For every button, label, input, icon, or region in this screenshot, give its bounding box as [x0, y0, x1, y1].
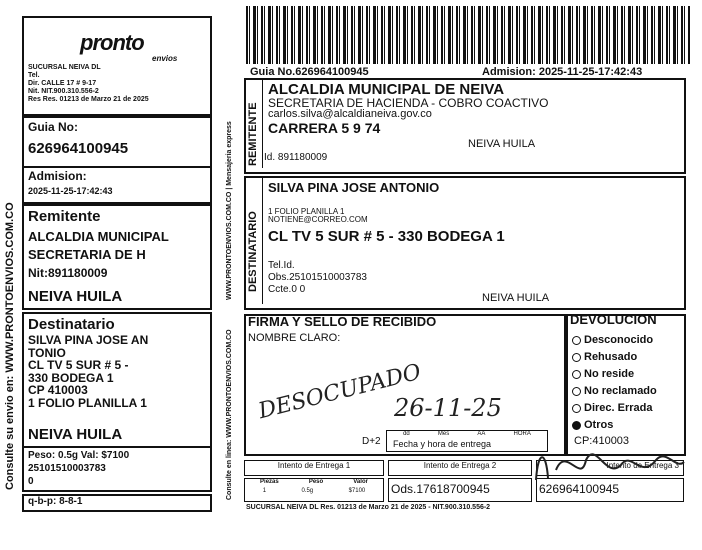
peso-line: Peso: 0.5g Val: $7100 [28, 450, 130, 461]
guia-bottom: 626964100945 [539, 482, 620, 496]
footer-text: SUCURSAL NEIVA DL Res. 01213 de Marzo 21 de 2025 - NIT.900.310.556-2 [246, 504, 491, 511]
radio-icon [572, 387, 581, 396]
fecha-label: Fecha y hora de entrega [393, 439, 492, 449]
code-line: 25101510003783 [28, 463, 106, 474]
side-url-text: Consulte su envio en: WWW.PRONTOENVIOS.COM.CO [4, 202, 16, 490]
devolucion-option[interactable]: Rehusado [572, 349, 657, 366]
remitente-info: ALCALDIA MUNICIPAL SECRETARIA DE H Nit:891180009 [28, 229, 169, 280]
fecha-box: dd Mes AA HORA Fecha y hora de entrega [386, 430, 548, 452]
firma-title: FIRMA Y SELLO DE RECIBIDO [248, 314, 437, 329]
ods-line: Ods.17618700945 [391, 482, 490, 496]
right-remitente-id: Id. 891180009 [264, 152, 328, 163]
handwritten-desocupado: DESOCUPADO [256, 359, 424, 425]
devolucion-option[interactable]: Otros [572, 417, 657, 434]
destinatario-city: NEIVA HUILA [28, 426, 123, 443]
sender-header-box [22, 16, 212, 116]
devolucion-option[interactable]: No reside [572, 366, 657, 383]
admision-box [22, 166, 212, 204]
remitente-vertical-label: REMITENTE [247, 102, 259, 166]
radio-icon [572, 336, 581, 345]
qbp-line: q-b-p: 8-8-1 [28, 496, 83, 507]
guia-label: Guia No: [28, 120, 78, 134]
piezas-box: Piezas Peso Valor 1 0.5g $7100 [244, 478, 384, 502]
barcode [246, 6, 690, 64]
intento-2-box: Intento de Entrega 2 [388, 460, 532, 476]
guia-box [22, 116, 212, 168]
handwritten-date: 26-11-25 [394, 394, 502, 422]
ods-box [388, 478, 532, 502]
devolucion-options [572, 332, 657, 434]
sucursal-info: SUCURSAL NEIVA DL Tel. Dir. CALLE 17 # 9-17 Nit. NIT.900.310.556-2 Res Res. 01213 de Marzo 21 de 2025 [28, 64, 149, 103]
inner-side-text-2: Consulte en linea: WWW.PRONTOENVIOS.COM.CO [226, 329, 233, 500]
devolucion-cp: CP:410003 [574, 435, 630, 447]
devolucion-option[interactable]: Desconocido [572, 332, 657, 349]
right-remitente-info: ALCALDIA MUNICIPAL DE NEIVA SECRETARIA DE HACIENDA - COBRO COACTIVO carlos.silva@alcaldianeiva.gov.co CARRERA 5 9 74 [268, 81, 549, 136]
signature-scribble [526, 440, 686, 490]
intento-3-box: Intento de Entrega 3 [536, 460, 684, 476]
right-destinatario-address: CL TV 5 SUR # 5 - 330 BODEGA 1 [268, 228, 505, 245]
remitente-box [22, 204, 212, 310]
intento-1-box: Intento de Entrega 1 [244, 460, 384, 476]
qbp-box [22, 494, 212, 512]
pronto-logo: pronto [80, 30, 144, 55]
destinatario-label: Destinatario [28, 316, 115, 333]
admision-header: Admision: 2025-11-25-17:42:43 [482, 66, 643, 78]
right-destinatario-small: 1 FOLIO PLANILLA 1 NOTIENE@CORREO.COM [268, 207, 368, 224]
nombre-claro-label: NOMBRE CLARO: [248, 332, 341, 344]
destinatario-info: SILVA PINA JOSE AN TONIO CL TV 5 SUR # 5 - 330 BODEGA 1 CP 410003 1 FOLIO PLANILLA 1 [28, 333, 149, 410]
destinatario-vertical-label: DESTINATARIO [247, 211, 259, 292]
devolucion-option[interactable]: Direc. Errada [572, 400, 657, 417]
devolucion-option[interactable]: No reclamado [572, 383, 657, 400]
zero-line: 0 [28, 476, 34, 487]
pronto-logo-sub: envios [152, 54, 178, 63]
remitente-city: NEIVA HUILA [28, 288, 123, 305]
radio-icon [572, 370, 581, 379]
radio-icon [572, 404, 581, 413]
right-destinatario-city: NEIVA HUILA [482, 292, 550, 304]
d2-label: D+2 [362, 436, 381, 447]
peso-box [22, 446, 212, 492]
guia-header: Guia No.626964100945 [250, 66, 369, 78]
radio-icon [572, 353, 581, 362]
radio-selected-icon [572, 421, 581, 430]
admision-label: Admision: [28, 169, 87, 183]
remitente-label: Remitente [28, 208, 101, 225]
right-remitente-city: NEIVA HUILA [468, 138, 536, 150]
right-destinatario-extra: Tel.Id. Obs.25101510003783 Ccte.0 0 [268, 260, 367, 295]
admision-value: 2025-11-25-17:42:43 [28, 186, 113, 196]
inner-side-text-1: WWW.PRONTOENVIOS.COM.CO | Mensajeria express [226, 121, 233, 300]
devolucion-title: DEVOLUCION [570, 312, 657, 327]
destinatario-box [22, 312, 212, 448]
right-destinatario-name: SILVA PINA JOSE ANTONIO [268, 180, 440, 195]
guia-number: 626964100945 [28, 140, 129, 157]
